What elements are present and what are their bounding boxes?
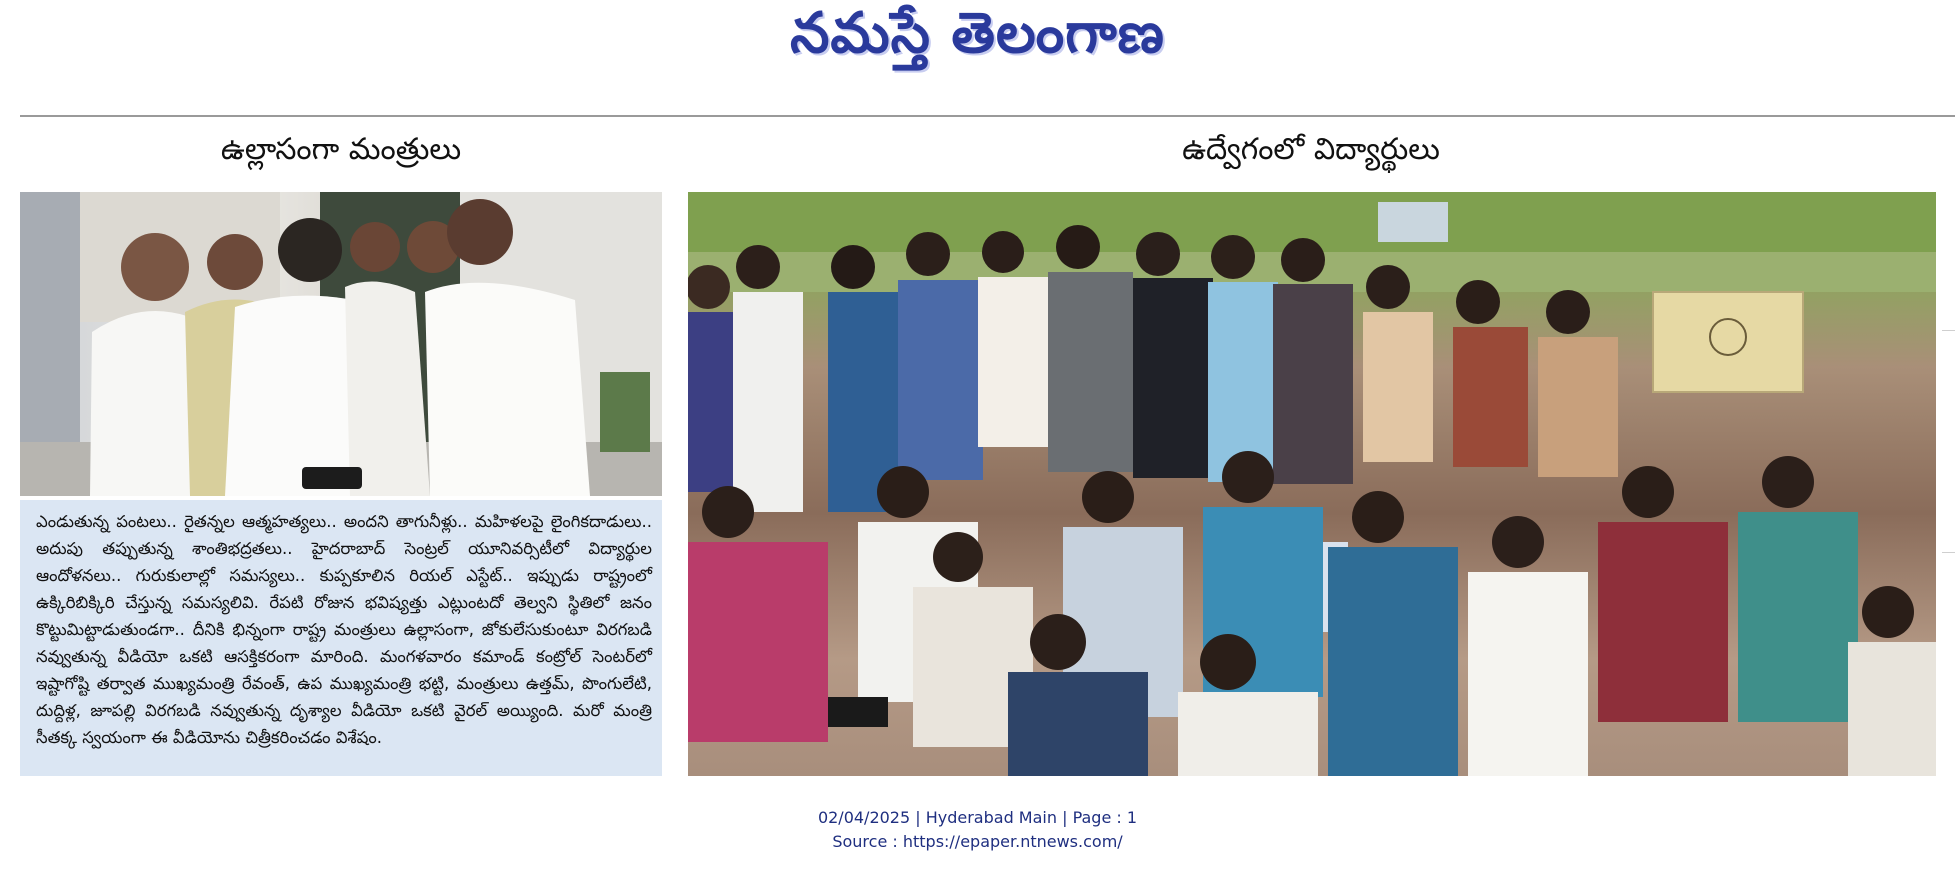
margin-tick [1942, 330, 1955, 331]
header-divider [20, 115, 1955, 117]
newspaper-logo: నమస్తే తెలంగాణ [790, 0, 1165, 66]
footer-source-link[interactable]: Source : https://epaper.ntnews.com/ [832, 832, 1123, 851]
students-protest-illustration [688, 192, 1936, 776]
headline-students: ఉద్వేగంలో విద్యార్థులు [1182, 132, 1440, 167]
caption-text: ఎండుతున్న పంటలు.. రైతన్నల ఆత్మహత్యలు.. అందని తాగునీళ్లు.. మహిళలపై లైంగికదాడులు.. అదుపు తప్పుతున్న శాంతిభద్రతలు.. హైదరాబాద్ సెంట్రల్ యూనివర్సిటీలో విద్యార్థుల ఆందోళనలు.. గురుకులాల్లో సమస్యలు.. కుప్పకూలిన రియల్ ఎస్టేట్.. ఇప్పుడు రాష్ట్రంలో ఉక్కిరిబిక్కిరి చేస్తున్న సమస్యలివి. రేపటి రోజున భవిష్యత్తు ఎట్లుంటదో తెల్వని స్థితిలో జనం కొట్టుమిట్టాడుతుండగా.. దీనికి భిన్నంగా రాష్ట్ర మంత్రులు ఉల్లాసంగా, జోకులేసుకుంటూ విరగబడి నవ్వుతున్న వీడియో ఒకటి ఆసక్తికరంగా మారింది. మంగళవారం కమాండ్ కంట్రోల్ సెంటర్‌లో ఇష్టాగోష్టి తర్వాత ముఖ్యమంత్రి రేవంత్, ఉప ముఖ్యమంత్రి భట్టి, మంత్రులు ఉత్తమ్, పొంగులేటి, దుద్దిళ్ల, జూపల్లి విరగబడి నవ్వుతున్న దృశ్యాల వీడియో ఒకటి వైరల్ అయ్యింది. మరో మంత్రి సీతక్క స్వయంగా ఈ వీడియోను చిత్రీకరించడం విశేషం. [36, 512, 652, 747]
footer-date-edition: 02/04/2025 | Hyderabad Main | Page : 1 [817, 808, 1138, 827]
headline-ministers: ఉల్లాసంగా మంత్రులు [220, 132, 462, 167]
margin-tick [1942, 552, 1955, 553]
ministers-photo [20, 192, 662, 496]
caption-box [20, 500, 662, 776]
ministers-photo-illustration [20, 192, 662, 496]
masthead [0, 0, 1955, 80]
students-protest-photo [688, 192, 1936, 776]
